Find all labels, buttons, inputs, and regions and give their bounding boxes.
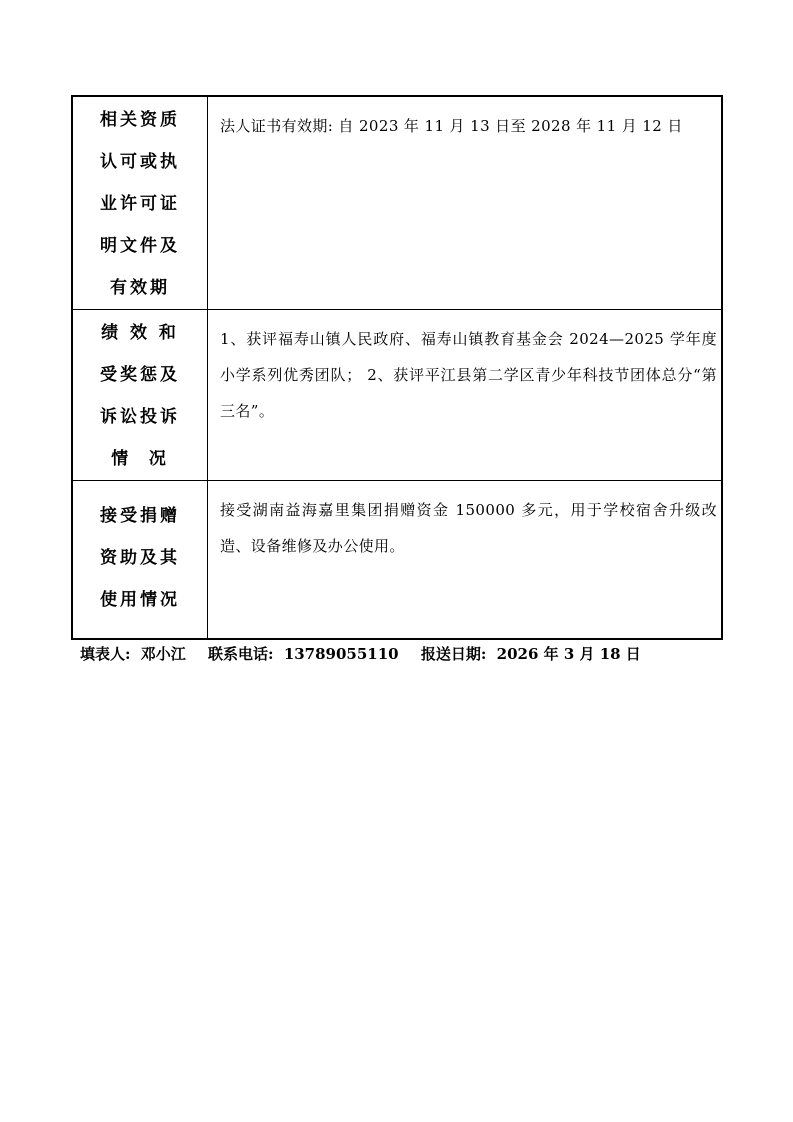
row-label-performance [72,310,208,481]
filler-label: 填表人: [80,645,131,663]
label-line: 情 况 [111,449,169,469]
footer-info [80,642,641,666]
label-line: 认可或执 [100,152,180,172]
content-text: 1、获评福寿山镇人民政府、福寿山镇教育基金会 2024—2025 学年度小学系列优秀团队； 2、获评平江县第二学区青少年科技节团体总分“第三名”。 [220,330,717,420]
date-value: 2026 年 3 月 18 日 [496,645,641,663]
label-line: 绩 效 和 [101,323,179,343]
row-label-donation [72,481,208,639]
row-content-qualification [208,96,723,310]
label-line: 有效期 [110,278,170,298]
content-text: 法人证书有效期: 自 2023 年 11 月 13 日至 2028 年 11 月 12 日 [220,117,683,135]
date-label: 报送日期: [420,645,487,663]
table-row [72,96,722,310]
label-line: 资助及其 [100,548,180,568]
row-label-qualification [72,96,208,310]
label-line: 接受捐赠 [100,506,180,526]
label-line: 受奖惩及 [100,365,180,385]
row-content-donation [208,481,723,639]
label-line: 诉讼投诉 [100,407,180,427]
label-line: 业许可证 [100,194,180,214]
table-row [72,481,722,639]
table-row [72,310,722,481]
label-line: 明文件及 [100,236,180,256]
label-line: 相关资质 [100,110,180,130]
info-table [71,95,723,640]
phone-label: 联系电话: [208,645,274,663]
row-content-performance [208,310,723,481]
filler-name: 邓小江 [140,645,186,663]
content-text: 接受湖南益海嘉里集团捐赠资金 150000 多元，用于学校宿舍升级改造、设备维修及办公使用。 [220,501,717,555]
label-line: 使用情况 [100,590,180,610]
phone-value: 13789055110 [283,645,399,663]
